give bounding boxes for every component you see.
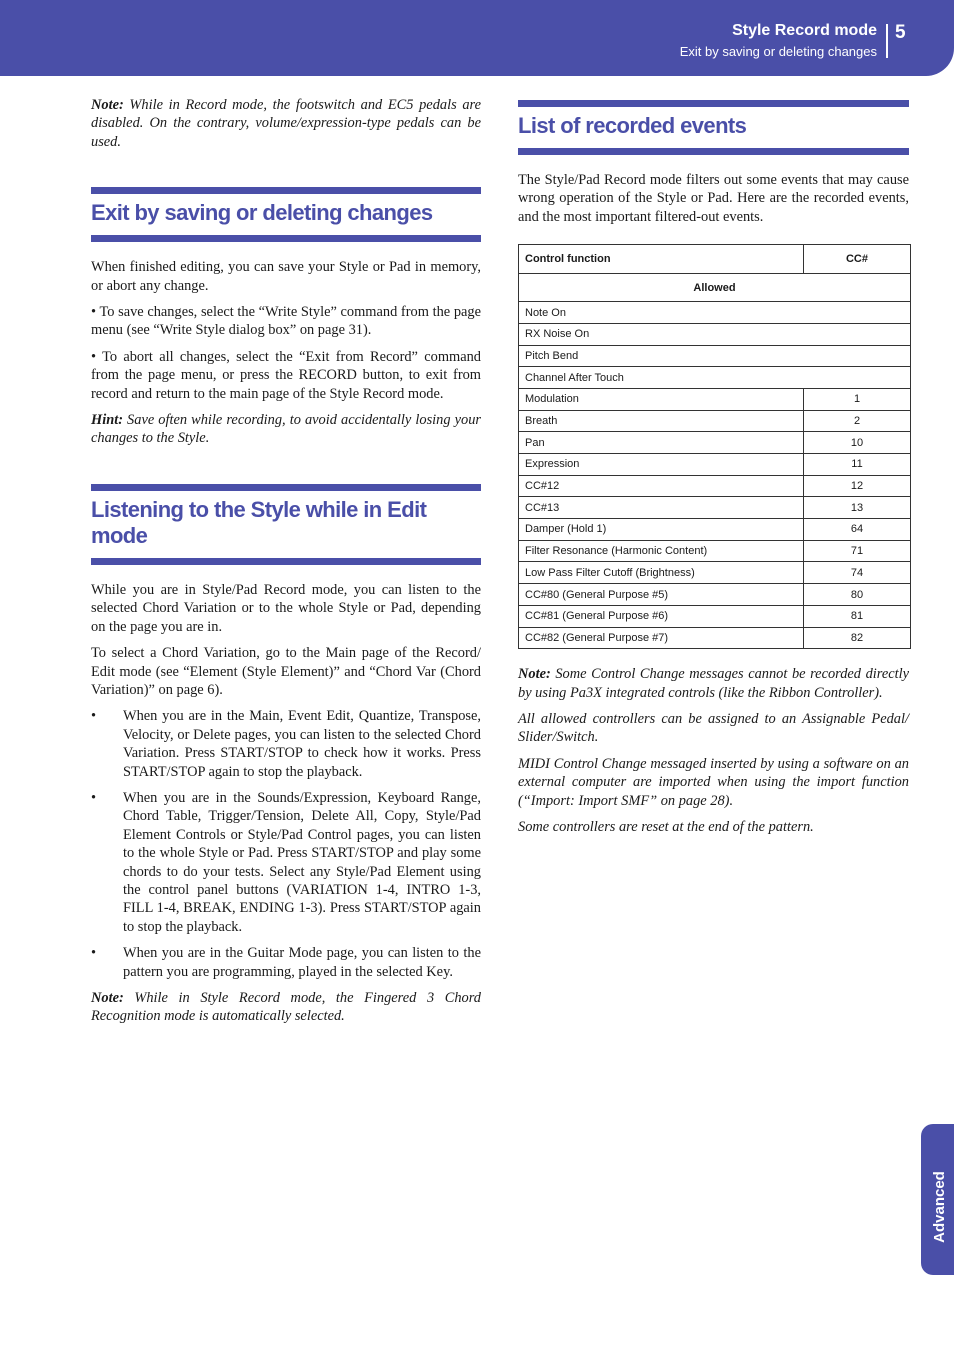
paragraph: The Style/Pad Record mode filters out some events that may cause wrong operation of the Style or Pad. Here are the recorded events, and the most important filtered-out events.: [518, 172, 909, 225]
table-row: Low Pass Filter Cutoff (Brightness) 74: [519, 562, 911, 584]
group-allowed-label: Allowed: [519, 274, 911, 302]
paragraph: • To save changes, select the “Write Style” command from the page menu (see “Write Style dialog box” on page 31).: [91, 304, 481, 339]
section-title: Listening to the Style while in Edit mode: [91, 496, 427, 548]
table-row: Pan 10: [519, 432, 911, 454]
side-tab-advanced[interactable]: [921, 1124, 954, 1275]
paragraph: Some controllers are reset at the end of the pattern.: [518, 819, 814, 836]
note-paragraph: [91, 989, 481, 1026]
hint-text: Save often while recording, to avoid accidentally losing your changes to the Style.: [91, 412, 481, 447]
table-row: CC#81 (General Purpose #6) 81: [519, 605, 911, 627]
header-divider: [886, 24, 888, 58]
paragraph: • To abort all changes, select the “Exit from Record” command from the page menu, or press the RECORD button, to exit from record and return to the main page of the Style Record mode.: [91, 348, 481, 402]
paragraph: To select a Chord Variation, go to the Main page of the Record/ Edit mode (see “Element (Style Element)” and “Chord Var (Chord Variation)” on page 6).: [91, 645, 481, 698]
side-tab-label: Advanced: [931, 1171, 948, 1243]
page-number: 5: [895, 22, 906, 43]
header-subtitle: Exit by saving or deleting changes: [679, 44, 877, 59]
note-text: While in Style Record mode, the Fingered 3 Chord Recognition mode is automatically selected.: [91, 990, 481, 1025]
table-row: Filter Resonance (Harmonic Content) 71: [519, 540, 911, 562]
bullet-icon: •: [91, 708, 97, 725]
section-heading-list: [518, 100, 909, 155]
table-row: RX Noise On: [519, 323, 911, 345]
table-header-row: [519, 245, 911, 274]
bullet-list: [91, 707, 481, 981]
table-row: Modulation 1: [519, 388, 911, 410]
section-heading-listening: [91, 484, 481, 565]
table-row: Note On: [519, 302, 911, 324]
note-paragraph-top: [91, 96, 481, 151]
table-row: Damper (Hold 1) 64: [519, 519, 911, 541]
note-text: While in Record mode, the footswitch and EC5 pedals are disabled. On the contrary, volume/expression-type pedals can be used.: [91, 97, 481, 150]
table-group-row: [519, 274, 911, 302]
table-row: Pitch Bend: [519, 345, 911, 367]
bullet-icon: •: [91, 789, 97, 806]
table-header-function: Control function: [519, 245, 804, 274]
section-heading-exit: [91, 187, 481, 242]
table-row: CC#12 12: [519, 475, 911, 497]
table-row: CC#80 (General Purpose #5) 80: [519, 584, 911, 606]
page-header: [0, 0, 954, 76]
note-lead: Note:: [91, 990, 124, 1006]
header-title: Style Record mode: [732, 22, 877, 39]
table-row: CC#82 (General Purpose #7) 82: [519, 627, 911, 649]
recorded-events-table: [518, 244, 911, 649]
table-header-cc: CC#: [804, 245, 911, 274]
table-row: Expression 11: [519, 454, 911, 476]
bullet-icon: •: [91, 945, 97, 962]
hint-paragraph: [91, 411, 481, 448]
list-item: • When you are in the Sounds/Expression, Keyboard Range, Chord Table, Trigger/Tension, Delete All, Copy, Style/Pad Element Controls or Style/Pad Control pages, you can listen to the whole Style or Pad. Press START/STOP and play some chords to do your tests. Select any Style/Pad Element using the control panel buttons (VARIATION 1-4, INTRO 1-3, FILL 1-4, BREAK, ENDING 1-3). Press START/STOP again to stop the playback.: [91, 789, 481, 935]
note-text: Some Control Change messages cannot be recorded directly by using Pa3X integrated controls (like the Ribbon Controller).: [518, 666, 909, 701]
table-row: CC#13 13: [519, 497, 911, 519]
note-lead: Note:: [518, 666, 551, 683]
section-title: List of recorded events: [518, 113, 747, 138]
left-column: [91, 96, 481, 1034]
right-column: [518, 100, 909, 844]
table-row: Channel After Touch: [519, 367, 911, 389]
paragraph: While you are in Style/Pad Record mode, you can listen to the selected Chord Variation or to the whole Style or Pad, depending on the page you are in.: [91, 581, 481, 635]
list-item: • When you are in the Guitar Mode page, you can listen to the pattern you are programming, played in the selected Key.: [91, 945, 481, 980]
paragraph: When finished editing, you can save your Style or Pad in memory, or abort any change.: [91, 259, 481, 294]
note-paragraph: [518, 665, 909, 702]
note-lead: Note:: [91, 97, 124, 113]
table-row: Breath 2: [519, 410, 911, 432]
paragraph: MIDI Control Change messaged inserted by using a software on an external computer are imported when using the import function (“Import: Import SMF” on page 28).: [518, 755, 909, 809]
list-item: • When you are in the Main, Event Edit, Quantize, Transpose, Velocity, or Delete pages, you can listen to the selected Chord Variation. Press START/STOP to check how it works. Press START/STOP again to stop the playback.: [91, 708, 481, 780]
paragraph: All allowed controllers can be assigned to an Assignable Pedal/ Slider/Switch.: [518, 711, 909, 746]
section-title: Exit by saving or deleting changes: [91, 200, 433, 226]
hint-lead: Hint:: [91, 412, 123, 429]
